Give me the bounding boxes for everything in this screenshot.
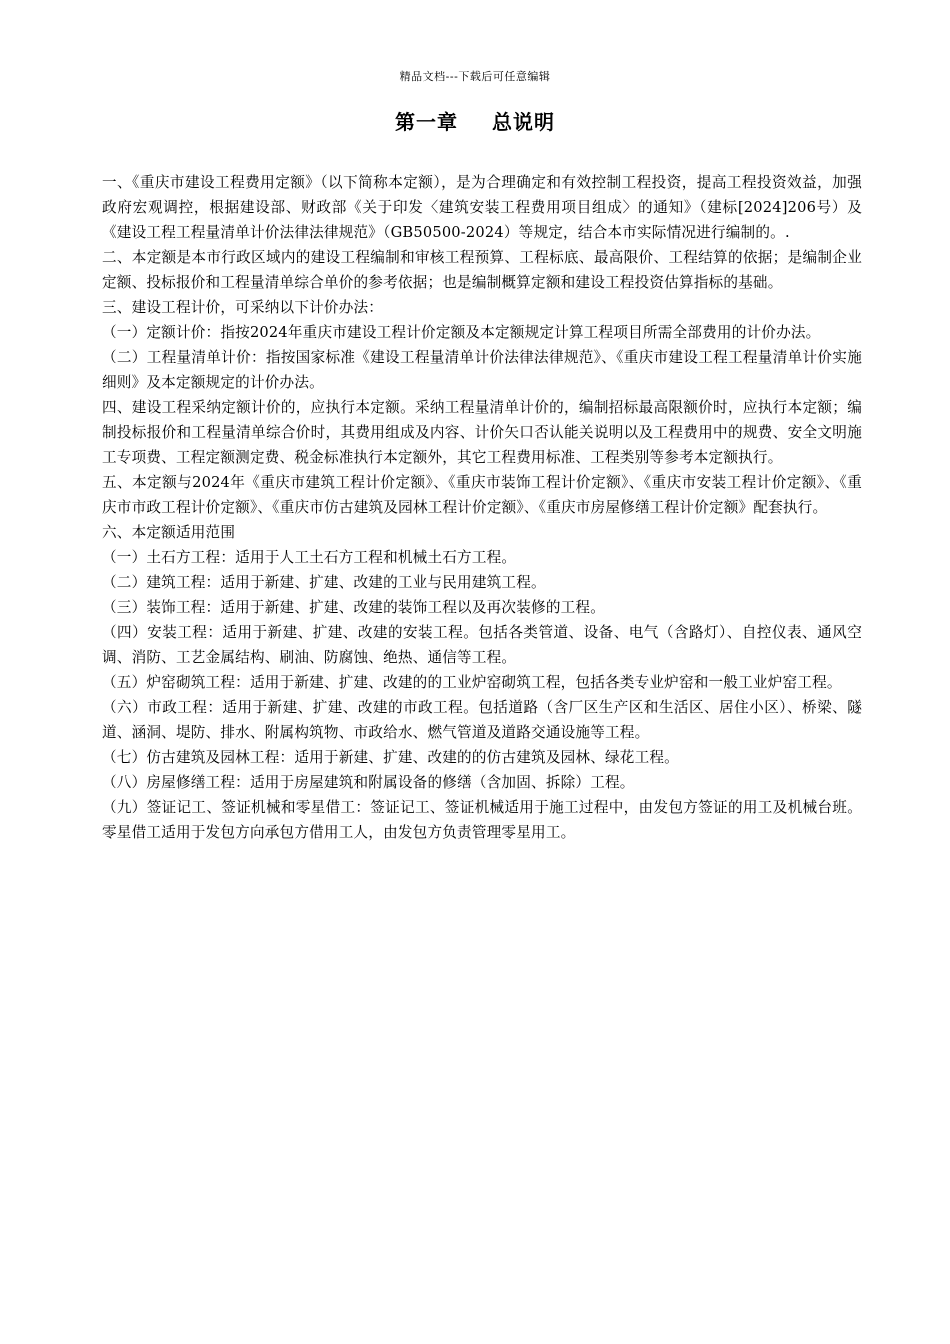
paragraph: （九）签证记工、签证机械和零星借工：签证记工、签证机械适用于施工过程中，由发包方签证的用工及机械台班。零星借工适用于发包方向承包方借用工人，由发包方负责管理零星用工。 — [102, 799, 862, 841]
paragraph: 六、本定额适用范围 — [102, 524, 236, 541]
chapter-title — [0, 106, 950, 135]
paragraph: （三）装饰工程：适用于新建、扩建、改建的装饰工程以及再次装修的工程。 — [102, 599, 605, 616]
chapter-label: 第一章 — [395, 110, 458, 134]
paragraph: 五、本定额与2024年《重庆市建筑工程计价定额》、《重庆市装饰工程计价定额》、《重庆市安装工程计价定额》、《重庆市市政工程计价定额》、《重庆市仿古建筑及园林工程计价定额》、《重庆市房屋修缮工程计价定额》配套执行。 — [102, 474, 862, 516]
paragraph: （八）房屋修缮工程：适用于房屋建筑和附属设备的修缮（含加固、拆除）工程。 — [102, 774, 635, 791]
paragraph: （四）安装工程：适用于新建、扩建、改建的安装工程。包括各类管道、设备、电气（含路灯）、自控仪表、通风空调、消防、工艺金属结构、刷油、防腐蚀、绝热、通信等工程。 — [102, 624, 862, 666]
paragraph: （六）市政工程：适用于新建、扩建、改建的市政工程。包括道路（含厂区生产区和生活区、居住小区）、桥梁、隧道、涵洞、堤防、排水、附属构筑物、市政给水、燃气管道及道路交通设施等工程。 — [102, 699, 862, 741]
paragraph: （五）炉窑砌筑工程：适用于新建、扩建、改建的的工业炉窑砌筑工程，包括各类专业炉窑和一般工业炉窑工程。 — [102, 674, 842, 691]
paragraph: 一、《重庆市建设工程费用定额》（以下简称本定额），是为合理确定和有效控制工程投资，提高工程投资效益，加强政府宏观调控，根据建设部、财政部《关于印发〈建筑安装工程费用项目组成〉的通知》（建标[2024]206号）及《建设工程工程量清单计价法律法律规范》（GB50500-2024）等规定，结合本市实际情况进行编制的。. — [102, 174, 862, 241]
chapter-heading: 总说明 — [492, 110, 555, 134]
paragraph: （二）工程量清单计价：指按国家标准《建设工程量清单计价法律法律规范》、《重庆市建设工程工程量清单计价实施细则》及本定额规定的计价办法。 — [102, 349, 862, 391]
paragraph: （一）定额计价：指按2024年重庆市建设工程计价定额及本定额规定计算工程项目所需全部费用的计价办法。 — [102, 324, 821, 341]
paragraph: 三、建设工程计价，可采纳以下计价办法： — [102, 299, 384, 316]
paragraph: （七）仿古建筑及园林工程：适用于新建、扩建、改建的的仿古建筑及园林、绿花工程。 — [102, 749, 679, 766]
paragraph: 二、本定额是本市行政区域内的建设工程编制和审核工程预算、工程标底、最高限价、工程结算的依据；是编制企业定额、投标报价和工程量清单综合单价的参考依据；也是编制概算定额和建设工程投资估算指标的基础。 — [102, 249, 862, 291]
paragraph: 四、建设工程采纳定额计价的，应执行本定额。采纳工程量清单计价的，编制招标最高限额价时，应执行本定额；编制投标报价和工程量清单综合价时，其费用组成及内容、计价矢口否认能关说明以及工程费用中的规费、安全文明施工专项费、工程定额测定费、税金标准执行本定额外，其它工程费用标准、工程类别等参考本定额执行。 — [102, 399, 862, 466]
header-note: 精品文档---下载后可任意编辑 — [399, 70, 551, 83]
body-text — [102, 170, 862, 845]
paragraph: （一）土石方工程：适用于人工土石方工程和机械土石方工程。 — [102, 549, 517, 566]
paragraph: （二）建筑工程：适用于新建、扩建、改建的工业与民用建筑工程。 — [102, 574, 546, 591]
